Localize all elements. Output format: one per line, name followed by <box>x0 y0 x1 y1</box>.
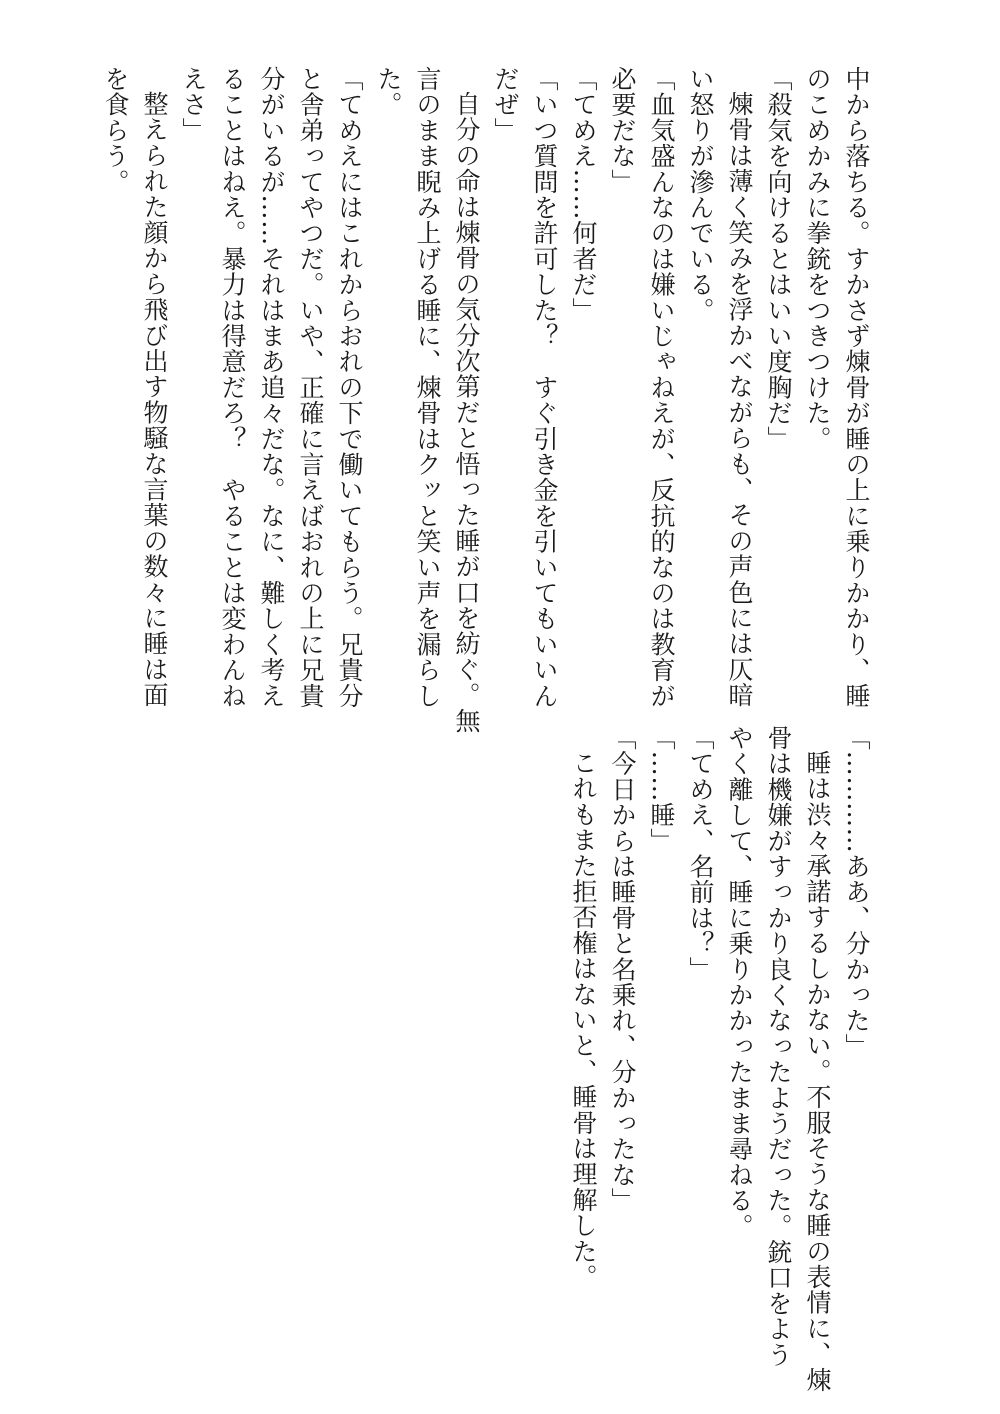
text-column: 「てめえにはこれからおれの下で働いてもらう。兄貴分 <box>335 66 364 709</box>
text-column: い怒りが滲んでいる。 <box>686 66 715 323</box>
text-column: 骨は機嫌がすっかり良くなったようだった。銃口をよう <box>764 725 793 1368</box>
text-column: 「……睡」 <box>647 725 676 854</box>
text-column: 中から落ちる。すかさず煉骨が睡の上に乗りかかり、睡 <box>842 66 871 709</box>
text-column: 「殺気を向けるとはいい度胸だ」 <box>764 66 793 452</box>
text-column: 「てめえ、名前は？」 <box>686 725 715 982</box>
text-column: 分がいるが……それはまあ追々だな。なに、難しく考え <box>257 66 286 709</box>
text-column: た。 <box>374 66 403 118</box>
text-column: やく離して、睡に乗りかかったまま尋ねる。 <box>725 725 754 1239</box>
text-column: これもまた拒否権はないと、睡骨は理解した。 <box>569 750 598 1290</box>
text-column: 必要だな」 <box>608 66 637 195</box>
text-column: 煉骨は薄く笑みを浮かべながらも、その声色には仄暗 <box>725 91 754 708</box>
text-column: と舎弟ってやつだ。いや、正確に言えばおれの上に兄貴 <box>296 66 325 709</box>
text-column: えさ」 <box>179 66 208 144</box>
text-column: のこめかみに拳銃をつきつけた。 <box>803 66 832 452</box>
text-column: 自分の命は煉骨の気分次第だと悟った睡が口を紡ぐ。無 <box>452 91 481 734</box>
text-column: ることはねえ。暴力は得意だろ？ やることは変わんね <box>218 66 247 709</box>
text-column: だぜ」 <box>491 66 520 144</box>
text-column: を食らう。 <box>101 66 130 195</box>
text-column: 「今日からは睡骨と名乗れ、分かったな」 <box>608 725 637 1214</box>
text-column: 言のまま睨み上げる睡に、煉骨はクッと笑い声を漏らし <box>413 66 442 709</box>
text-column: 「血気盛んなのは嫌いじゃねえが、反抗的なのは教育が <box>647 66 676 709</box>
text-column: 「てめえ……何者だ」 <box>569 66 598 323</box>
text-column: 「いつ質問を許可した？ すぐ引き金を引いてもいいん <box>530 66 559 709</box>
text-column: 睡は渋々承諾するしかない。不服そうな睡の表情に、煉 <box>803 750 832 1393</box>
text-column: 整えられた顔から飛び出す物騒な言葉の数々に睡は面 <box>140 91 169 708</box>
text-column: 「…………ああ、分かった」 <box>842 725 871 1060</box>
